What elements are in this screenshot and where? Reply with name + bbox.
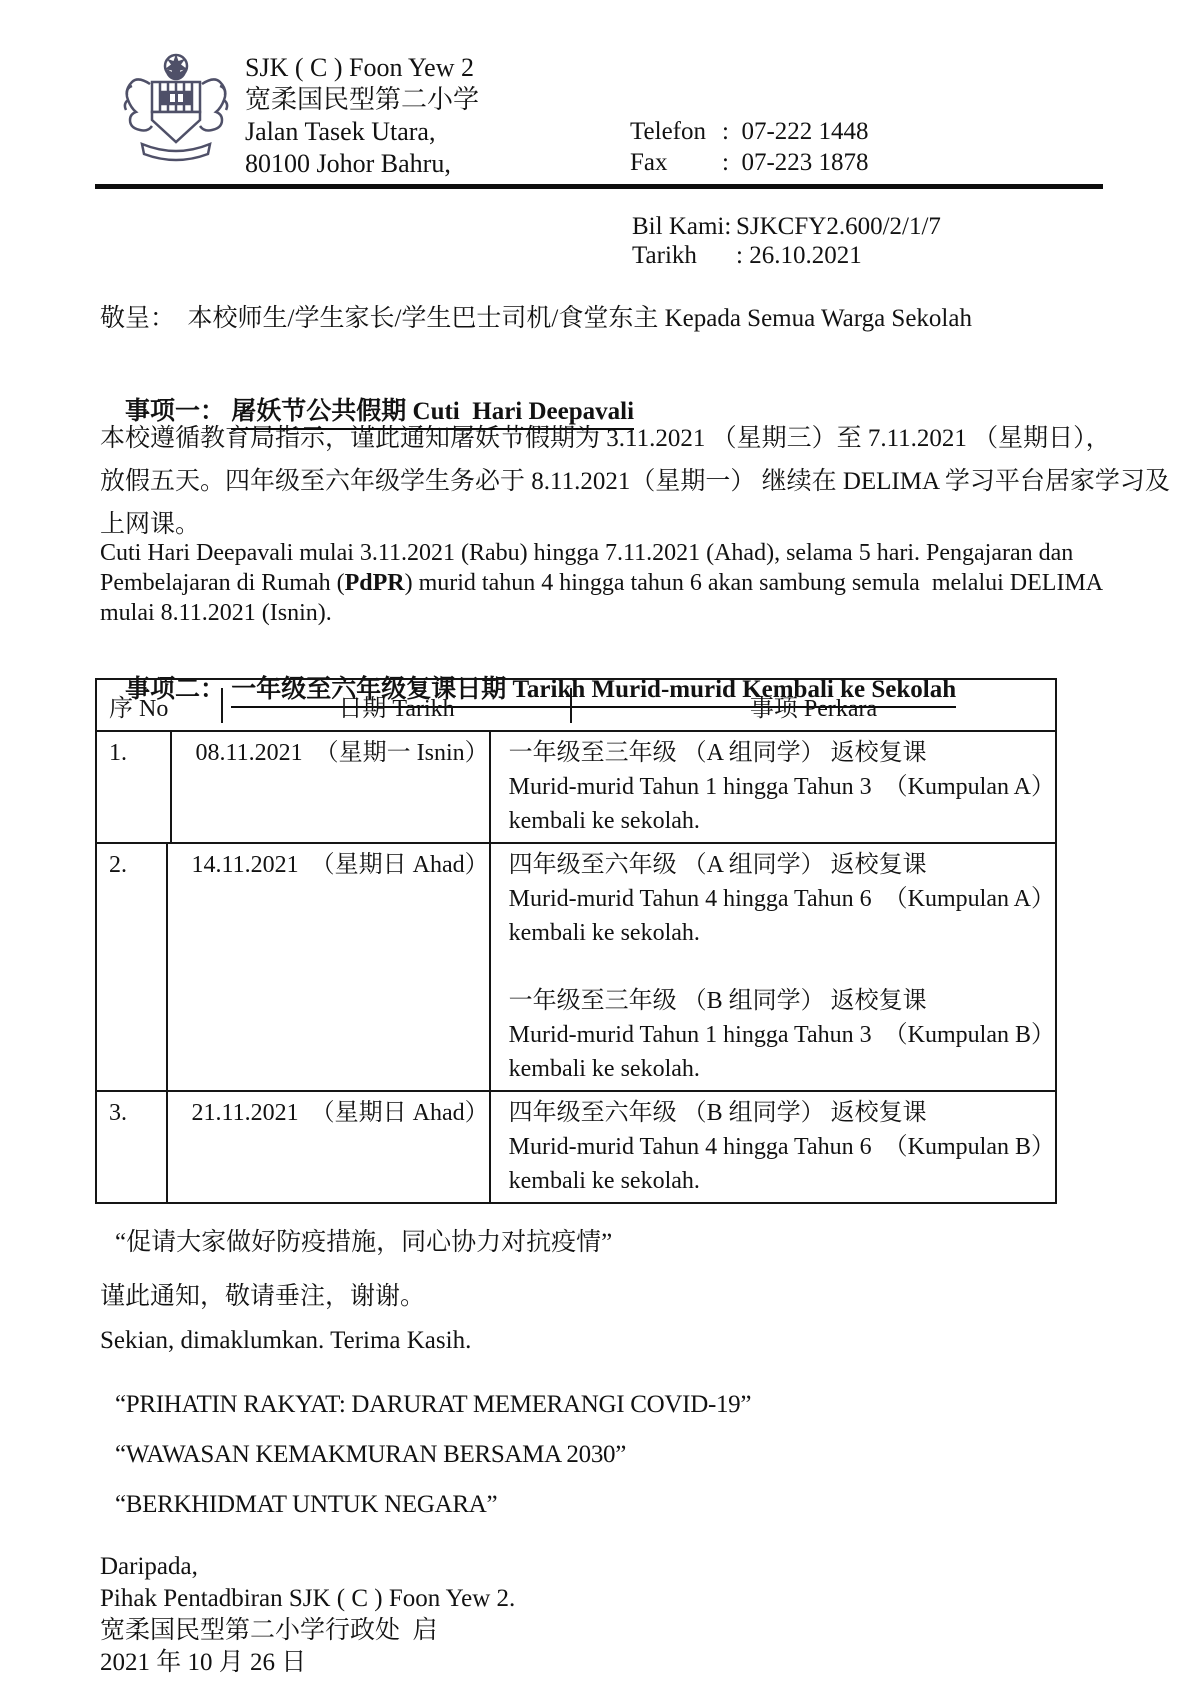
cell-no	[97, 1092, 168, 1202]
perkara-line	[509, 950, 1055, 984]
cell-perkara	[491, 732, 1055, 842]
table-row	[97, 730, 1055, 842]
section1-prefix: 事项一：	[125, 398, 232, 425]
ms-line2-pre: Pembelajaran di Rumah (	[100, 570, 345, 596]
perkara-line: 一年级至三年级 （A 组同学） 返校复课	[508, 740, 927, 766]
row-number: 2.	[109, 852, 127, 878]
cell-tarikh	[172, 732, 491, 842]
addressee-line: 敬呈： 本校师生/学生家长/学生巴士司机/食堂东主 Kepada Semua Warga Sekolah	[100, 305, 972, 332]
tarikh-value: : 26.10.2021	[736, 242, 862, 269]
telefon-row	[630, 116, 869, 147]
section1-title: 屠妖节公共假期 Cuti Hari Deepavali	[231, 398, 634, 430]
reopening-schedule-table	[95, 678, 1057, 1204]
row-date: 21.11.2021 （星期日 Ahad）	[191, 1100, 489, 1126]
telefon-label: Telefon	[630, 118, 706, 145]
paragraph-line: 本校遵循教育局指示，谨此通知屠妖节假期为 3.11.2021 （星期三）至 7.11.2021 （星期日），	[100, 425, 1111, 452]
tarikh-label: Tarikh	[632, 242, 697, 269]
tarikh-row	[632, 241, 941, 270]
ms-line2-post: ) murid tahun 4 hingga tahun 6 akan sambung semula melalui DELIMA	[404, 570, 1104, 596]
cell-perkara	[491, 844, 1055, 1090]
fax-row	[630, 147, 869, 178]
slogan-prihatin-rakyat: “PRIHATIN RAKYAT: DARURAT MEMERANGI COVID-19”	[115, 1391, 752, 1418]
section1-malay-paragraph	[100, 538, 1103, 628]
malaysia-crest-icon	[112, 48, 240, 168]
school-address-line2: 80100 Johor Bahru,	[245, 149, 451, 178]
notice-line: 谨此通知，敬请垂注，谢谢。	[100, 1283, 426, 1310]
paragraph-line: mulai 8.11.2021 (Isnin).	[100, 600, 332, 626]
section1-chinese-paragraph	[100, 417, 1170, 546]
table-header-row	[97, 680, 1055, 730]
perkara-line: Murid-murid Tahun 4 hingga Tahun 6 （Kumpulan A）	[508, 886, 1055, 912]
contact-block	[630, 116, 869, 178]
perkara-line: kembali ke sekolah.	[508, 1056, 700, 1082]
telefon-value: : 07-222 1448	[722, 118, 869, 145]
perkara-line: 四年级至六年级 （B 组同学） 返校复课	[508, 1100, 927, 1126]
section2-prefix: 事项二：	[125, 676, 232, 703]
school-address-line1: Jalan Tasek Utara,	[245, 117, 436, 146]
perkara-line: 一年级至三年级 （B 组同学） 返校复课	[508, 988, 927, 1014]
perkara-line: kembali ke sekolah.	[508, 920, 700, 946]
slogan-wawasan-kemakmuran: “WAWASAN KEMAKMURAN BERSAMA 2030”	[115, 1441, 627, 1468]
paragraph-line: 放假五天。四年级至六年级学生务必于 8.11.2021（星期一） 继续在 DELIMA 学习平台居家学习及	[100, 468, 1170, 495]
signoff-block	[100, 1551, 515, 1679]
perkara-line: Murid-murid Tahun 1 hingga Tahun 3 （Kumpulan B）	[508, 1022, 1055, 1048]
perkara-line: 四年级至六年级 （A 组同学） 返校复课	[508, 852, 927, 878]
school-crest-logo	[112, 48, 240, 168]
table-row	[97, 1090, 1055, 1202]
row-date: 14.11.2021 （星期日 Ahad）	[191, 852, 489, 878]
fax-value: : 07-223 1878	[722, 149, 869, 176]
cell-tarikh	[168, 844, 491, 1090]
signoff-administration-zh: 宽柔国民型第二小学行政处 启	[100, 1617, 438, 1644]
perkara-line: kembali ke sekolah.	[508, 1168, 700, 1194]
row-number: 3.	[109, 1100, 127, 1126]
school-name-zh: 宽柔国民型第二小学	[245, 85, 480, 114]
fax-label: Fax	[630, 149, 668, 176]
paragraph-line: Cuti Hari Deepavali mulai 3.11.2021 (Rabu) hingga 7.11.2021 (Ahad), selama 5 hari. Pengajaran dan	[100, 540, 1074, 566]
perkara-line: kembali ke sekolah.	[508, 808, 700, 834]
reference-block	[632, 212, 941, 270]
perkara-line: Murid-murid Tahun 1 hingga Tahun 3 （Kumpulan A）	[508, 774, 1055, 800]
cell-no	[97, 844, 168, 1090]
header-divider-rule	[95, 184, 1103, 189]
row-number: 1.	[109, 740, 127, 766]
paragraph-line: 上网课。	[100, 511, 201, 538]
bil-kami-row	[632, 212, 941, 241]
prevention-quote: “促请大家做好防疫措施，同心协力对抗疫情”	[115, 1229, 613, 1256]
header-cell-no: 序 No	[97, 688, 223, 723]
header-cell-perkara: 事项 Perkara	[749, 695, 878, 722]
cell-no	[97, 732, 172, 842]
school-name-en: SJK ( C ) Foon Yew 2	[245, 53, 474, 82]
bil-kami-value: SJKCFY2.600/2/1/7	[736, 213, 941, 240]
signoff-administration: Pihak Pentadbiran SJK ( C ) Foon Yew 2.	[100, 1585, 516, 1612]
cell-perkara	[491, 1092, 1055, 1202]
signoff-date: 2021 年 10 月 26 日	[100, 1649, 307, 1676]
ms-line2-bold: PdPR	[344, 570, 405, 596]
signoff-daripada: Daripada,	[100, 1553, 198, 1580]
slogan-berkhidmat: “BERKHIDMAT UNTUK NEGARA”	[115, 1491, 498, 1518]
cell-tarikh	[168, 1092, 491, 1202]
bil-kami-label: Bil Kami:	[632, 213, 732, 240]
paragraph-line	[100, 568, 1103, 598]
header-cell-tarikh: 日期 Tarikh	[223, 688, 572, 723]
school-info-block	[245, 52, 479, 180]
perkara-line: Murid-murid Tahun 4 hingga Tahun 6 （Kumpulan B）	[508, 1134, 1055, 1160]
table-row	[97, 842, 1055, 1090]
sekian-line: Sekian, dimaklumkan. Terima Kasih.	[100, 1327, 472, 1354]
row-date: 08.11.2021 （星期一 Isnin）	[195, 740, 489, 766]
section2-title: 一年级至六年级复课日期 Tarikh Murid-murid Kembali ke Sekolah	[231, 676, 956, 708]
